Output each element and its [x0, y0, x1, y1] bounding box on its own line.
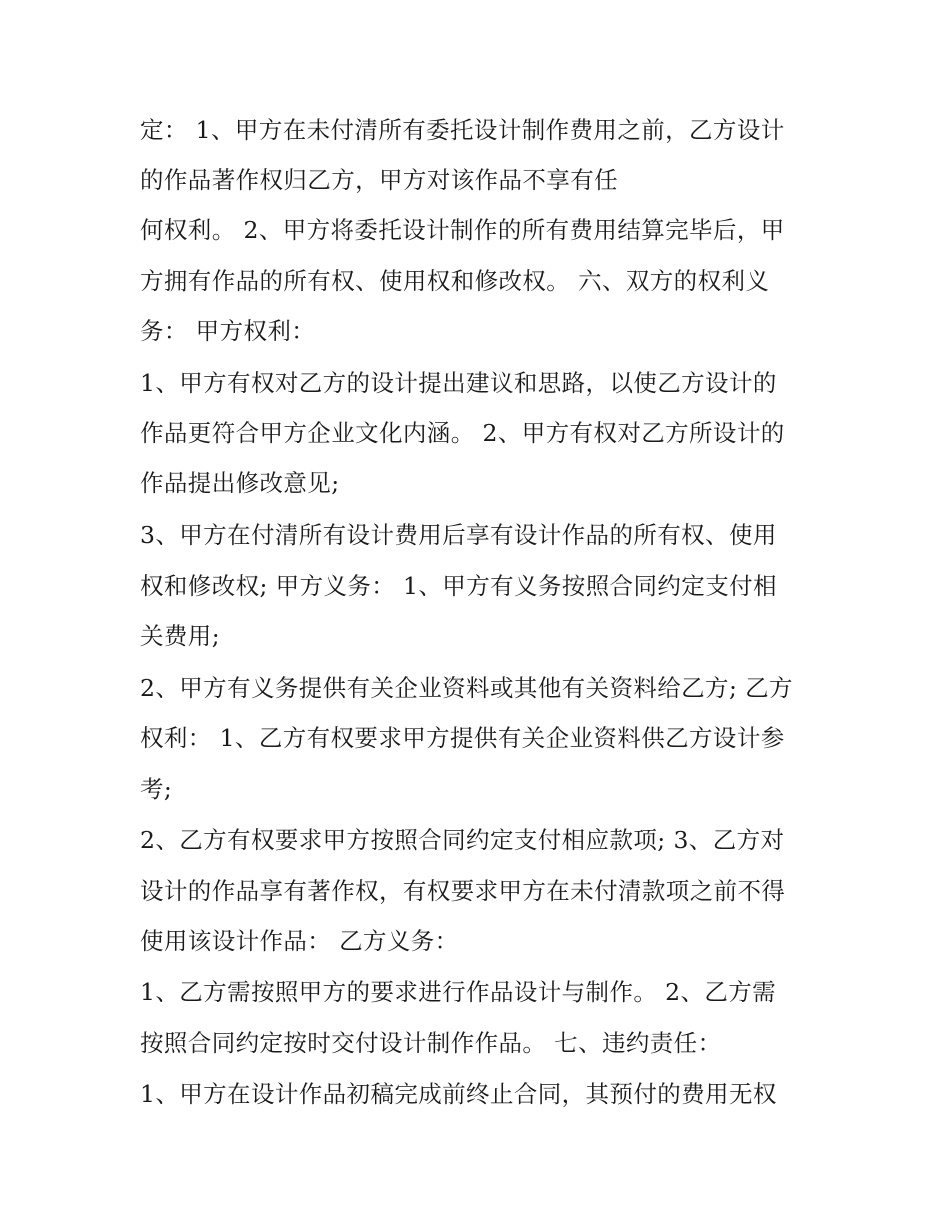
text-line-10: 权和修改权; 甲方义务： 1、甲方有义务按照合同约定支付相: [140, 572, 777, 600]
text-line-2: 的作品著作权归乙方，甲方对该作品不享有任: [140, 166, 618, 194]
text-line-11: 关费用;: [140, 622, 221, 650]
text-line-3: 何权利。 2、甲方将委托设计制作的所有费用结算完毕后，甲: [140, 216, 785, 244]
text-line-1: 定： 1、甲方在未付清所有委托设计制作费用之前，乙方设计: [140, 116, 785, 144]
text-line-7: 作品更符合甲方企业文化内涵。 2、甲方有权对乙方所设计的: [140, 419, 785, 447]
text-line-18: 1、乙方需按照甲方的要求进行作品设计与制作。 2、乙方需: [140, 978, 777, 1006]
text-line-6: 1、甲方有权对乙方的设计提出建议和思路，以使乙方设计的: [140, 369, 777, 397]
text-line-4: 方拥有作品的所有权、使用权和修改权。 六、双方的权利义: [140, 267, 770, 295]
text-line-13: 权利： 1、乙方有权要求甲方提供有关企业资料供乙方设计参: [140, 724, 785, 752]
text-line-17: 使用该设计作品： 乙方义务：: [140, 927, 459, 955]
text-line-19: 按照合同约定按时交付设计制作作品。 七、违约责任：: [140, 1029, 722, 1057]
text-line-16: 设计的作品享有著作权，有权要求甲方在未付清款项之前不得: [140, 877, 786, 905]
text-line-12: 2、甲方有义务提供有关企业资料或其他有关资料给乙方; 乙方: [140, 674, 793, 702]
text-line-15: 2、乙方有权要求甲方按照合同约定支付相应款项; 3、乙方对: [140, 826, 785, 854]
text-line-5: 务： 甲方权利：: [140, 317, 316, 345]
text-line-14: 考;: [140, 775, 173, 803]
text-line-8: 作品提出修改意见;: [140, 469, 340, 497]
text-line-9: 3、甲方在付清所有设计费用后享有设计作品的所有权、使用: [140, 521, 777, 549]
text-line-20: 1、甲方在设计作品初稿完成前终止合同，其预付的费用无权: [140, 1080, 777, 1108]
